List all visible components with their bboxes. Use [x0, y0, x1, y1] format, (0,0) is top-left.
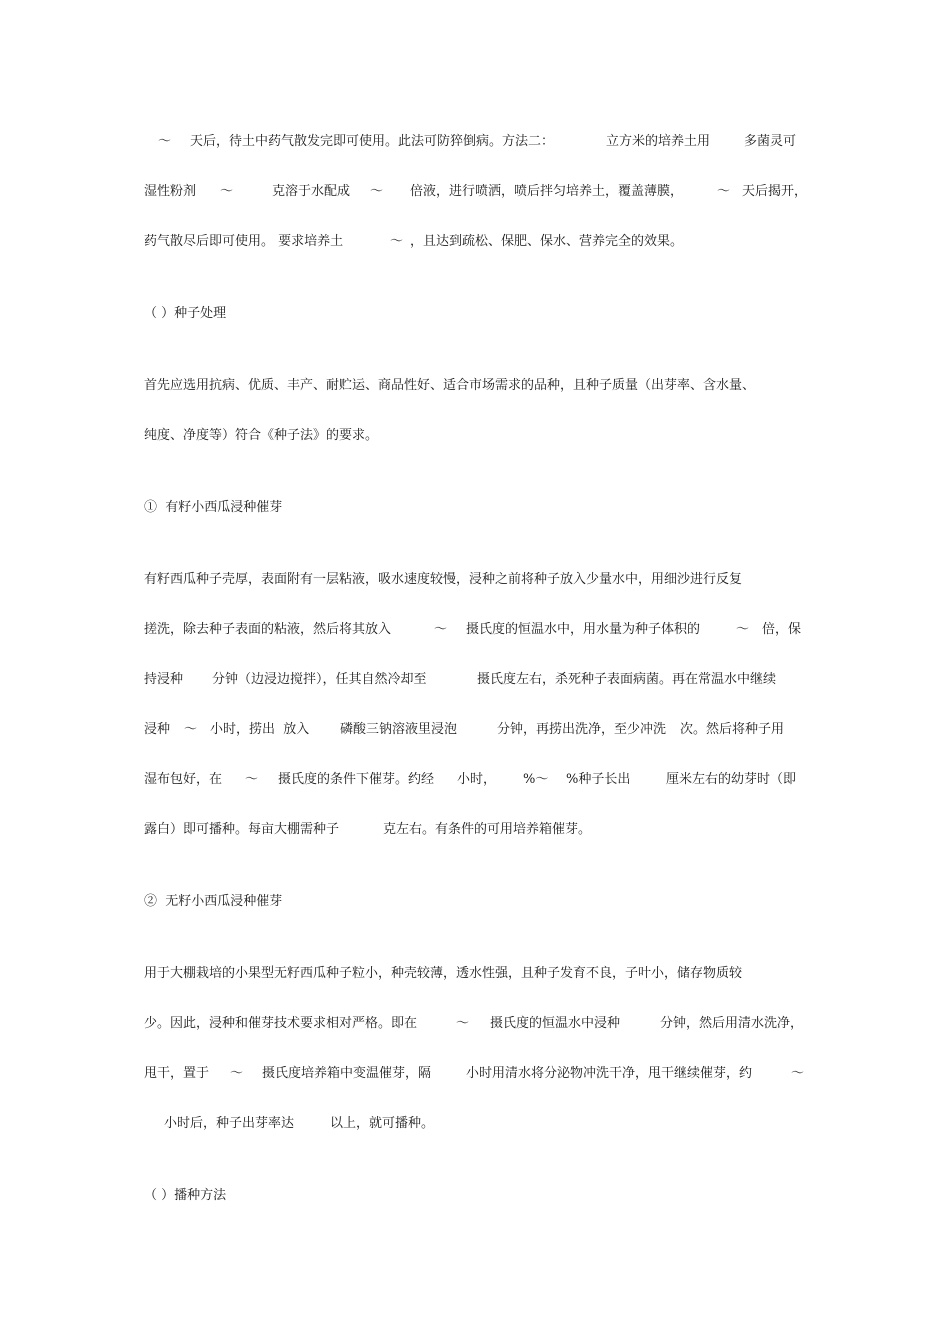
text-segment: 持浸种	[144, 672, 184, 687]
text-segment: 小时，捞出 放入	[210, 722, 310, 737]
text-segment: 首先应选用抗病、优质、丰产、耐贮运、商品性好、适合市场需求的品种，且种子质量（出芽率、含水量、	[144, 378, 756, 393]
text-segment: 天后，待土中药气散发完即可使用。此法可防猝倒病。方法二：	[190, 134, 555, 149]
text-segment: %～	[523, 772, 549, 787]
text-segment: 厘米左右的幼芽时（即	[666, 772, 797, 787]
paragraph-line	[0, 231, 950, 253]
text-segment: 有籽西瓜种子壳厚，表面附有一层粘液，吸水速度较慢，浸种之前将种子放入少量水中，用细沙进行反复	[144, 572, 743, 587]
paragraph-line	[0, 425, 950, 447]
heading-text: ① 有籽小西瓜浸种催芽	[144, 500, 283, 515]
section-heading	[0, 891, 950, 913]
heading-text: （ ）播种方法	[144, 1188, 227, 1203]
text-segment: 小时，	[457, 772, 497, 787]
paragraph-line	[0, 769, 950, 791]
text-segment: 以上，就可播种。	[330, 1116, 435, 1131]
text-segment: 露白）即可播种。每亩大棚需种子	[144, 822, 340, 837]
text-segment: 搓洗，除去种子表面的粘液，然后将其放入	[144, 622, 392, 637]
text-segment: 少。因此，浸种和催芽技术要求相对严格。即在	[144, 1016, 418, 1031]
text-segment: 浸种	[144, 722, 171, 737]
text-segment: 药气散尽后即可使用。 要求培养土	[144, 234, 344, 249]
text-segment: ，且达到疏松、保肥、保水、营养完全的效果。	[410, 234, 684, 249]
section-heading	[0, 1185, 950, 1207]
text-segment: ～	[434, 622, 448, 637]
paragraph-line	[0, 669, 950, 691]
paragraph-line	[0, 963, 950, 985]
heading-text: （ ）种子处理	[144, 306, 227, 321]
text-segment: 分钟（边浸边搅拌），任其自然冷却至	[212, 672, 427, 687]
text-segment: 纯度、净度等）符合《种子法》的要求。	[144, 428, 379, 443]
text-segment: 摄氏度的恒温水中，用水量为种子体积的	[466, 622, 701, 637]
text-segment: ～	[245, 772, 259, 787]
text-segment: ～	[390, 234, 404, 249]
text-segment: ～	[736, 622, 750, 637]
paragraph-line	[0, 375, 950, 397]
text-segment: 摄氏度的条件下催芽。约经	[278, 772, 435, 787]
section-heading	[0, 497, 950, 519]
text-segment: ～	[230, 1066, 244, 1081]
text-segment: ～	[184, 722, 198, 737]
text-segment: 克左右。有条件的可用培养箱催芽。	[383, 822, 592, 837]
paragraph-line	[0, 569, 950, 591]
text-segment: 分钟，再捞出洗净，至少冲洗	[497, 722, 667, 737]
text-segment: 甩干，置于	[144, 1066, 210, 1081]
paragraph-line	[0, 1113, 950, 1135]
text-segment: 立方米的培养土用	[606, 134, 711, 149]
text-segment: 湿性粉剂	[144, 184, 197, 199]
paragraph-line	[0, 619, 950, 641]
text-segment: 克溶于水配成	[272, 184, 351, 199]
text-segment: 多菌灵可	[744, 134, 797, 149]
text-segment: 次。然后将种子用	[680, 722, 785, 737]
text-segment: 倍液，进行喷洒，喷后拌匀培养土，覆盖薄膜，	[410, 184, 684, 199]
text-segment: ～	[370, 184, 384, 199]
paragraph-line	[0, 1013, 950, 1035]
text-segment: ～	[717, 184, 731, 199]
paragraph-line	[0, 1063, 950, 1085]
text-segment: 小时用清水将分泌物冲洗干净，甩干继续催芽，约	[466, 1066, 753, 1081]
paragraph-line	[0, 131, 950, 153]
text-segment: 摄氏度培养箱中变温催芽，隔	[262, 1066, 432, 1081]
text-segment: 摄氏度的恒温水中浸种	[490, 1016, 621, 1031]
text-segment: ～	[220, 184, 234, 199]
text-segment: %种子长出	[566, 772, 631, 787]
paragraph-line	[0, 719, 950, 741]
text-segment: 用于大棚栽培的小果型无籽西瓜种子粒小，种壳较薄，透水性强，且种子发育不良，子叶小，储存物质较	[144, 966, 743, 981]
text-segment: 湿布包好，在	[144, 772, 223, 787]
paragraph-line	[0, 181, 950, 203]
text-segment: 摄氏度左右，杀死种子表面病菌。再在常温水中继续	[477, 672, 777, 687]
paragraph-line	[0, 819, 950, 841]
section-heading	[0, 303, 950, 325]
text-segment: ～	[456, 1016, 470, 1031]
text-segment: 倍，保	[762, 622, 802, 637]
text-segment: 磷酸三钠溶液里浸泡	[340, 722, 458, 737]
text-segment: 分钟，然后用清水洗净，	[660, 1016, 804, 1031]
text-segment: ～	[158, 134, 172, 149]
text-segment: 小时后，种子出芽率达	[164, 1116, 295, 1131]
text-segment: 天后揭开，	[742, 184, 808, 199]
text-segment: ～	[791, 1066, 805, 1081]
heading-text: ② 无籽小西瓜浸种催芽	[144, 894, 283, 909]
